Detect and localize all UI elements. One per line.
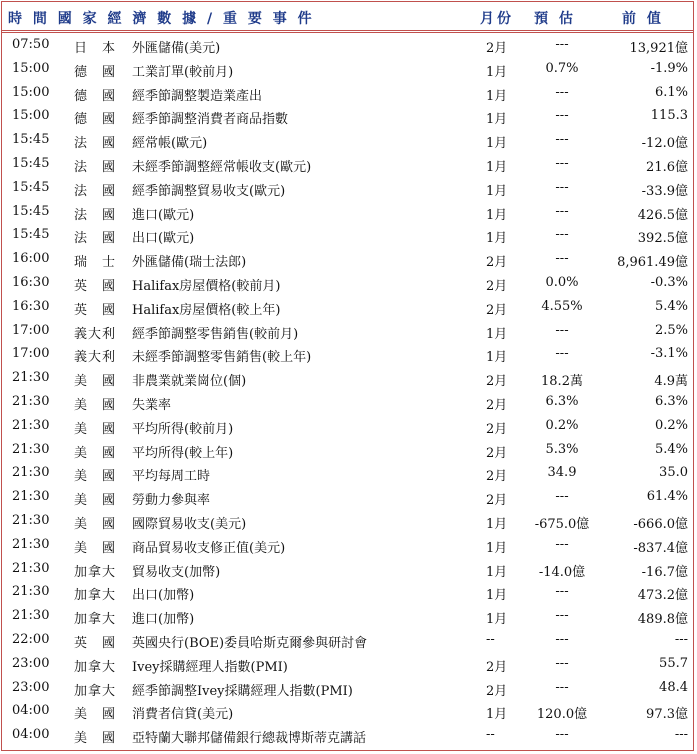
row-event: 亞特蘭大聯邦儲備銀行總裁博斯蒂克講話 [132,731,367,747]
row-event: 經季節調整貿易收支(歐元) [132,183,286,199]
row-country: 美 國 [74,516,117,532]
table-row [2,462,693,486]
row-country: 法 國 [74,231,117,247]
row-forecast: 4.55% [541,298,583,314]
row-time: 17:00 [12,346,50,362]
row-country: 法 國 [74,136,117,152]
row-month: 1月 [486,707,508,723]
header-forecast: 預 估 [534,11,576,27]
row-event: 經季節調整消費者商品指數 [132,112,289,128]
row-event: 非農業就業崗位(個) [132,374,247,390]
row-month: 1月 [486,207,508,223]
table-row [2,653,693,677]
row-forecast: --- [555,132,569,148]
row-time: 21:30 [12,465,50,481]
header-previous: 前 值 [622,11,664,27]
row-month: 1月 [486,588,508,604]
row-event: 平均每周工時 [132,469,211,485]
row-forecast: --- [555,108,569,124]
row-month: 2月 [486,374,508,390]
row-event: 經季節調整製造業產出 [132,88,263,104]
row-country: 法 國 [74,207,117,223]
row-event: 消費者信貸(美元) [132,707,234,723]
row-previous: --- [674,631,688,647]
row-month: 1月 [486,231,508,247]
table-row [2,58,693,82]
row-month: 1月 [486,564,508,580]
row-event: Ivey採購經理人指數(PMI) [132,659,288,675]
row-time: 15:45 [12,179,50,195]
row-previous: 115.3 [650,108,688,124]
row-event: 未經季節調整零售銷售(較上年) [132,350,312,366]
table-row [2,486,693,510]
row-time: 16:30 [12,298,50,314]
table-row [2,82,693,106]
row-previous: 426.5億 [637,207,688,223]
row-country: 義大利 [74,326,117,342]
table-row [2,558,693,582]
row-forecast: --- [555,655,569,671]
row-time: 21:30 [12,584,50,600]
row-previous: --- [674,727,688,743]
row-previous: -12.0億 [641,136,688,152]
table-row [2,724,693,748]
row-country: 加拿大 [74,564,117,580]
table-row [2,605,693,629]
table-row [2,367,693,391]
table-row [2,105,693,129]
row-forecast: 0.7% [545,60,579,76]
row-forecast: --- [555,536,569,552]
row-event: 外匯儲備(美元) [132,41,221,56]
row-event: 出口(歐元) [132,231,195,247]
table-row [2,439,693,463]
header-month: 月份 [480,11,514,27]
calendar-table [1,1,694,751]
table-row [2,201,693,225]
row-previous: 392.5億 [637,231,688,247]
row-forecast: 6.3% [545,393,579,409]
row-previous: 5.4% [654,298,688,314]
row-event: 外匯儲備(瑞士法郎) [132,255,247,271]
row-country: 法 國 [74,159,117,175]
row-previous: 97.3億 [646,707,688,723]
table-row [2,415,693,439]
row-country: 德 國 [74,64,117,80]
row-previous: -837.4億 [633,540,688,556]
row-forecast: -14.0億 [538,564,586,580]
row-country: 加拿大 [74,683,117,699]
table-row [2,296,693,320]
row-previous: 6.1% [654,84,688,100]
row-previous: -33.9億 [641,183,688,199]
row-country: 美 國 [74,421,117,437]
row-previous: -666.0億 [633,516,688,532]
row-forecast: -675.0億 [534,516,590,532]
table-row [2,677,693,701]
row-previous: 0.2% [654,417,688,433]
row-forecast: --- [555,608,569,624]
table-row [2,391,693,415]
row-forecast: --- [555,227,569,243]
row-time: 22:00 [12,631,50,647]
row-event: 未經季節調整經常帳收支(歐元) [132,159,312,175]
table-body [2,34,693,748]
row-time: 15:45 [12,203,50,219]
row-time: 21:30 [12,370,50,386]
table-row [2,153,693,177]
table-row [2,510,693,534]
row-event: 國際貿易收支(美元) [132,516,247,532]
row-previous: 35.0 [659,465,688,481]
row-forecast: --- [555,251,569,267]
row-previous: 473.2億 [637,588,688,604]
row-country: 美 國 [74,397,117,413]
row-forecast: --- [555,322,569,338]
row-event: 經季節調整Ivey採購經理人指數(PMI) [132,683,353,699]
row-country: 英 國 [74,635,117,651]
row-forecast: --- [555,84,569,100]
row-time: 15:45 [12,227,50,243]
row-previous: -16.7億 [641,564,688,580]
row-time: 17:00 [12,322,50,338]
row-country: 日 本 [74,41,117,56]
row-previous: 4.9萬 [654,374,688,390]
row-month: 2月 [486,278,508,294]
table-row [2,224,693,248]
row-forecast: 0.0% [545,274,579,290]
row-previous: -1.9% [650,60,688,76]
row-month: 2月 [486,302,508,318]
table-row [2,272,693,296]
row-month: 2月 [486,493,508,509]
row-month: 1月 [486,350,508,366]
row-event: 商品貿易收支修正值(美元) [132,540,286,556]
row-previous: 21.6億 [646,159,688,175]
table-row [2,129,693,153]
row-country: 德 國 [74,112,117,128]
row-previous: 61.4% [646,489,688,505]
row-forecast: --- [555,37,569,52]
row-country: 英 國 [74,278,117,294]
row-event: 平均所得(較上年) [132,445,234,461]
row-time: 21:30 [12,512,50,528]
row-month: 2月 [486,41,508,56]
table-row [2,700,693,724]
row-time: 16:30 [12,274,50,290]
row-previous: 6.3% [654,393,688,409]
row-month: 1月 [486,159,508,175]
row-event: 貿易收支(加幣) [132,564,221,580]
row-forecast: --- [555,631,569,647]
row-time: 23:00 [12,655,50,671]
row-forecast: --- [555,489,569,505]
row-month: 1月 [486,612,508,628]
row-forecast: 34.9 [547,465,577,481]
row-forecast: --- [555,679,569,695]
row-country: 美 國 [74,374,117,390]
row-time: 04:00 [12,727,50,743]
table-row [2,629,693,653]
row-time: 21:30 [12,441,50,457]
row-country: 法 國 [74,183,117,199]
row-time: 15:00 [12,84,50,100]
row-month: 2月 [486,397,508,413]
row-event: 進口(歐元) [132,207,195,223]
row-time: 15:45 [12,155,50,171]
row-month: 1月 [486,88,508,104]
row-country: 美 國 [74,493,117,509]
row-event: 進口(加幣) [132,612,195,628]
row-country: 美 國 [74,707,117,723]
row-event: 平均所得(較前月) [132,421,234,437]
row-time: 15:00 [12,60,50,76]
row-time: 21:30 [12,608,50,624]
row-event: Halifax房屋價格(較前月) [132,278,281,294]
row-previous: 2.5% [654,322,688,338]
row-month: 1月 [486,112,508,128]
row-forecast: 5.3% [545,441,579,457]
row-forecast: --- [555,727,569,743]
row-event: 工業訂單(較前月) [132,64,234,80]
row-time: 21:30 [12,536,50,552]
row-time: 21:30 [12,489,50,505]
row-country: 瑞 士 [74,255,117,271]
row-event: 失業率 [132,397,172,413]
row-month: 1月 [486,183,508,199]
row-country: 美 國 [74,731,117,747]
row-previous: 5.4% [654,441,688,457]
row-month: -- [486,727,495,743]
row-country: 義大利 [74,350,117,366]
row-forecast: 18.2萬 [541,374,583,390]
table-row [2,534,693,558]
row-country: 加拿大 [74,612,117,628]
row-time: 16:00 [12,251,50,267]
row-event: Halifax房屋價格(較上年) [132,302,281,318]
row-month: 2月 [486,469,508,485]
row-previous: 55.7 [659,655,688,671]
row-month: 2月 [486,445,508,461]
row-forecast: --- [555,346,569,362]
header-divider [2,30,693,33]
row-forecast: 120.0億 [536,707,588,723]
row-forecast: --- [555,203,569,219]
row-month: 2月 [486,255,508,271]
row-event: 英國央行(BOE)委員哈斯克爾參與研討會 [132,635,368,651]
row-time: 15:45 [12,132,50,148]
row-country: 加拿大 [74,588,117,604]
row-event: 經季節調整零售銷售(較前月) [132,326,299,342]
row-forecast: --- [555,584,569,600]
row-time: 15:00 [12,108,50,124]
header-title: 時 間 國 家 經 濟 數 據 / 重 要 事 件 [8,11,315,27]
row-month: 1月 [486,136,508,152]
table-row [2,581,693,605]
row-month: 1月 [486,326,508,342]
table-row [2,34,693,58]
row-event: 勞動力參與率 [132,493,211,509]
row-previous: 48.4 [659,679,688,695]
row-time: 21:30 [12,417,50,433]
row-event: 經常帳(歐元) [132,136,208,152]
table-row [2,248,693,272]
row-previous: 489.8億 [637,612,688,628]
row-month: 1月 [486,540,508,556]
table-row [2,320,693,344]
row-month: 2月 [486,659,508,675]
row-event: 出口(加幣) [132,588,195,604]
row-month: -- [486,631,495,647]
row-previous: 8,961.49億 [617,255,688,271]
row-forecast: --- [555,155,569,171]
row-time: 04:00 [12,703,50,719]
row-time: 23:00 [12,679,50,695]
row-previous: 13,921億 [629,41,688,56]
table-header [2,2,693,30]
row-month: 1月 [486,516,508,532]
row-previous: -0.3% [650,274,688,290]
row-time: 21:30 [12,560,50,576]
row-country: 美 國 [74,469,117,485]
row-previous: -3.1% [650,346,688,362]
row-time: 21:30 [12,393,50,409]
row-country: 德 國 [74,88,117,104]
row-country: 美 國 [74,540,117,556]
row-month: 1月 [486,64,508,80]
table-row [2,343,693,367]
row-country: 英 國 [74,302,117,318]
row-country: 美 國 [74,445,117,461]
row-month: 2月 [486,421,508,437]
row-forecast: --- [555,179,569,195]
table-row [2,177,693,201]
row-month: 2月 [486,683,508,699]
row-country: 加拿大 [74,659,117,675]
row-time: 07:50 [12,37,50,52]
row-forecast: 0.2% [545,417,579,433]
